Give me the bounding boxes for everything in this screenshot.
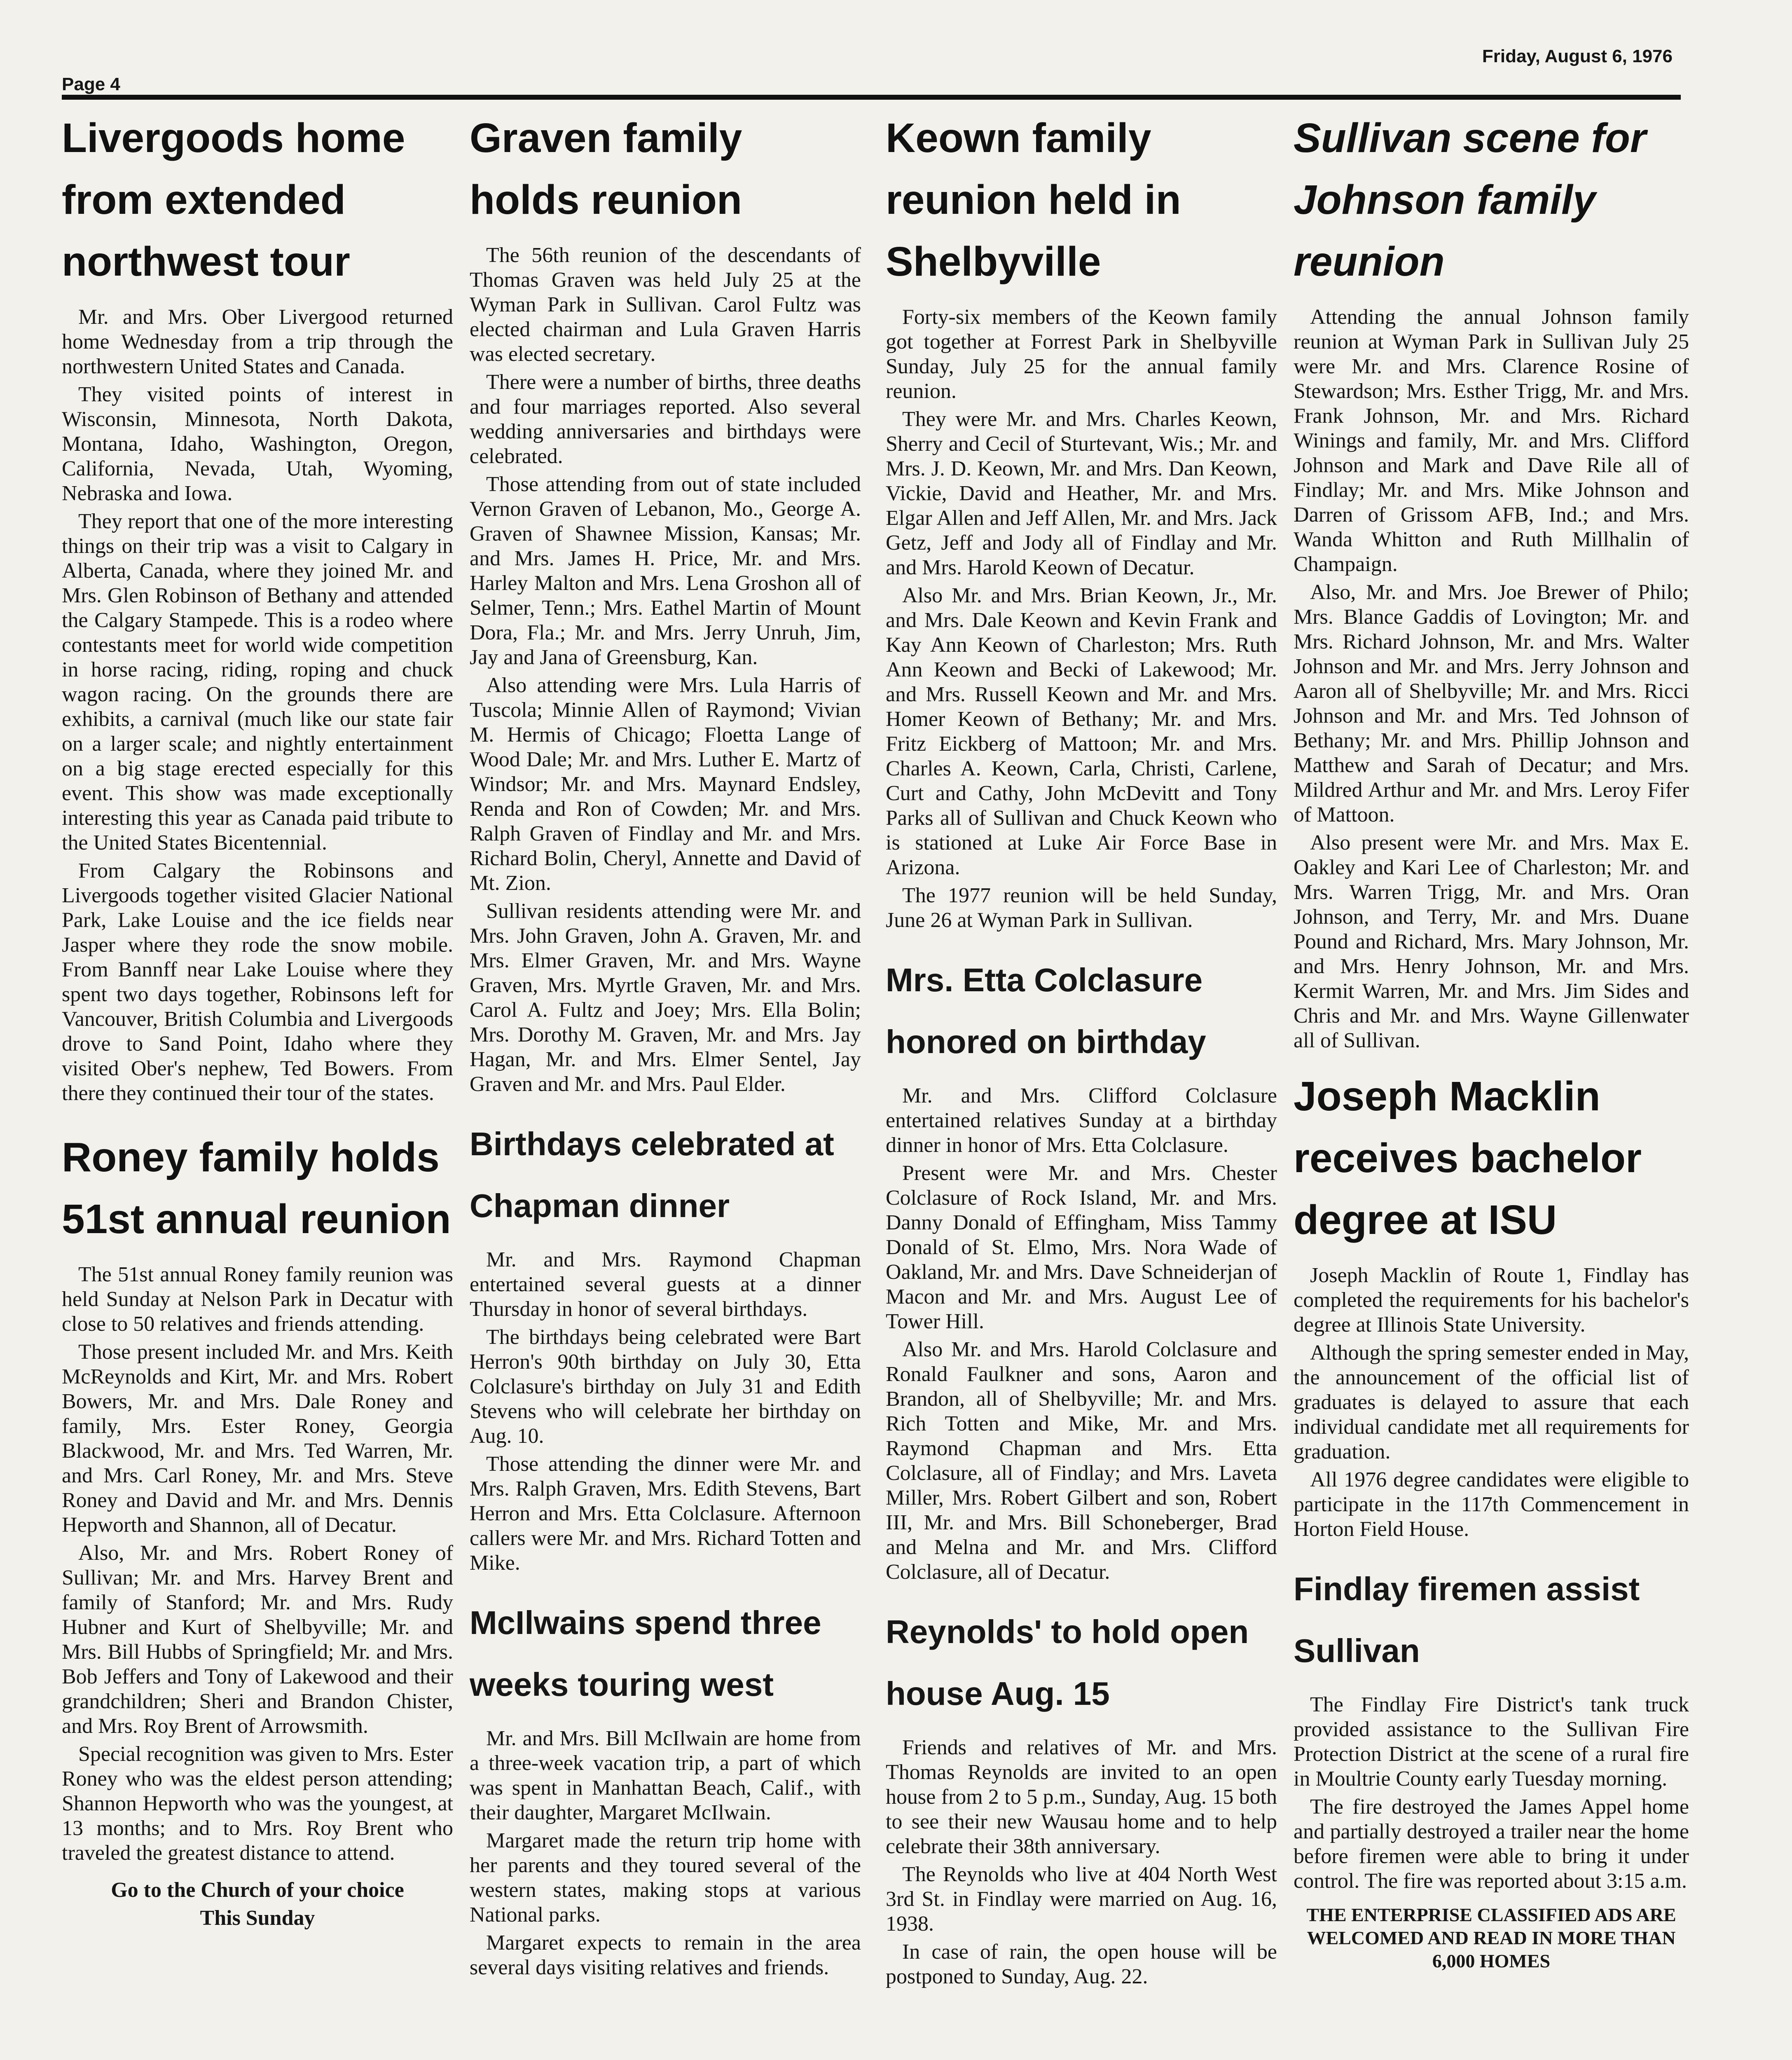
paragraph: The 56th reunion of the descendants of Thomas Graven was held July 25 at the Wyman Park in Sullivan. Carol Fultz was elected chairman and Lula Graven Harris was elected secretary. (470, 243, 861, 366)
paragraph: Also Mr. and Mrs. Brian Keown, Jr., Mr. and Mrs. Dale Keown and Kevin Frank and Kay Ann Keown of Charleston; Mrs. Ruth Ann Keown and Becki of Lakewood; Mr. and Mrs. Russell Keown and Mr. and Mrs. Homer Keown of Bethany; Mr. and Mrs. Fritz Eickberg of Mattoon; Mr. and Mrs. Charles A. Keown, Carla, Christi, Carlene, Curt and Cathy, John McDevitt and Tony Parks all of Sullivan and Chuck Keown who is stationed at Luke Air Force Base in Arizona. (886, 584, 1277, 879)
paragraph: Mr. and Mrs. Raymond Chapman entertained several guests at a dinner Thursday in honor of several birthdays. (470, 1248, 861, 1321)
paragraph: Also present were Mr. and Mrs. Max E. Oakley and Kari Lee of Charleston; Mr. and Mrs. Warren Trigg, Mr. and Mrs. Oran Johnson, and Terry, Mr. and Mrs. Duane Pound and Richard, Mrs. Mary Johnson, Mr. and Mrs. Henry Johnson, Mr. and Mrs. Kermit Warren, Mr. and Mrs. Jim Sides and Chris and Mr. and Mrs. Wayne Gillenwater all of Sullivan. (1294, 831, 1689, 1052)
paragraph: Those present included Mr. and Mrs. Keith McReynolds and Kirt, Mr. and Mrs. Robert Bowers, Mr. and Mrs. Dale Roney and family, Mrs. Ester Roney, Georgia Blackwood, Mr. and Mrs. Ted Warren, Mr. and Mrs. Carl Roney, Mr. and Mrs. Steve Roney and David and Mr. and Mrs. Dennis Hepworth and Shannon, all of Decatur. (62, 1340, 453, 1537)
paragraph: Those attending the dinner were Mr. and Mrs. Ralph Graven, Mrs. Edith Stevens, Bart Herron and Mrs. Etta Colclasure. Afternoon callers were Mr. and Mrs. Richard Totten and Mike. (470, 1452, 861, 1575)
paragraph: Present were Mr. and Mrs. Chester Colclasure of Rock Island, Mr. and Mrs. Danny Donald of Effingham, Miss Tammy Donald of St. Elmo, Mrs. Nora Wade of Oakland, Mr. and Mrs. Dave Schneiderjan of Macon and Mr. and Mrs. August Lee of Tower Hill. (886, 1161, 1277, 1333)
paragraph: Mr. and Mrs. Ober Livergood returned home Wednesday from a trip through the northwestern United States and Canada. (62, 305, 453, 378)
paragraph: Mr. and Mrs. Bill McIlwain are home from a three-week vacation trip, a part of which was spent in Manhattan Beach, Calif., with their daughter, Margaret McIlwain. (470, 1727, 861, 1824)
paragraph: Special recognition was given to Mrs. Ester Roney who was the eldest person attending; Shannon Hepworth who was the youngest, at 13 months; and to Mrs. Roy Brent who traveled the greatest distance to attend. (62, 1742, 453, 1865)
paragraph: Also Mr. and Mrs. Harold Colclasure and Ronald Faulkner and sons, Aaron and Brandon, all of Shelbyville; Mr. and Mrs. Rich Totten and Mike, Mr. and Mrs. Raymond Chapman and Mrs. Etta Colclasure, all of Findlay; and Mrs. Laveta Miller, Mrs. Robert Gilbert and son, Robert III, Mr. and Mrs. Bill Schoneberger, Brad and Melna and Mr. and Mrs. Clifford Colclasure, all of Decatur. (886, 1338, 1277, 1584)
paragraph: The 51st annual Roney family reunion was held Sunday at Nelson Park in Decatur with close to 50 relatives and friends attending. (62, 1263, 453, 1336)
headline-graven: Graven family holds reunion (470, 115, 742, 223)
paragraph: Joseph Macklin of Route 1, Findlay has completed the requirements for his bachelor's degree at Illinois State University. (1294, 1264, 1689, 1337)
paragraph: Margaret made the return trip home with her parents and they toured several of the western states, making stops at various National parks. (470, 1829, 861, 1927)
headline-reynolds: Reynolds' to hold open house Aug. 15 (886, 1613, 1249, 1712)
paragraph: The birthdays being celebrated were Bart Herron's 90th birthday on July 30, Etta Colclasure's birthday on July 31 and Edith Stevens who will celebrate her birthday on Aug. 10. (470, 1325, 861, 1448)
paragraph: The Reynolds who live at 404 North West 3rd St. in Findlay were married on Aug. 16, 1938. (886, 1863, 1277, 1936)
headline-roney: Roney family holds 51st annual reunion (62, 1134, 451, 1242)
paragraph: Those attending from out of state included Vernon Graven of Lebanon, Mo., George A. Graven of Shawnee Mission, Kansas; Mr. and Mrs. James H. Price, Mr. and Mrs. Harley Malton and Mrs. Lena Groshon all of Selmer, Tenn.; Mrs. Eathel Martin of Mount Dora, Fla.; Mr. and Mrs. Jerry Unruh, Jim, Jay and Jana of Greensburg, Kan. (470, 473, 861, 669)
headline-chapman: Birthdays celebrated at Chapman dinner (470, 1126, 834, 1224)
headline-keown: Keown family reunion held in Shelbyville (886, 115, 1181, 285)
column-1 (62, 107, 453, 1934)
church-notice-day: This Sunday (200, 1906, 315, 1930)
paragraph: In case of rain, the open house will be postponed to Sunday, Aug. 22. (886, 1940, 1277, 1988)
headline-macklin: Joseph Macklin receives bachelor degree at ISU (1294, 1073, 1642, 1243)
paragraph: Friends and relatives of Mr. and Mrs. Thomas Reynolds are invited to an open house from 2 to 5 p.m., Sunday, Aug. 15 both to see their new Wausau home and to help celebrate their 38th anniversary. (886, 1736, 1277, 1858)
column-4 (1294, 107, 1689, 1976)
headline-livergoods: Livergoods home from extended northwest tour (62, 115, 405, 285)
page-number: Page 4 (62, 74, 120, 94)
column-2 (470, 107, 861, 1983)
column-3 (886, 107, 1277, 1992)
paragraph: The 1977 reunion will be held Sunday, June 26 at Wyman Park in Sullivan. (886, 884, 1277, 932)
classified-notice: THE ENTERPRISE CLASSIFIED ADS ARE WELCOMED AND READ IN MORE THAN 6,000 HOMES (1306, 1904, 1676, 1971)
paragraph: There were a number of births, three deaths and four marriages reported. Also several wedding anniversaries and birthdays were celebrated. (470, 370, 861, 468)
header-rule (62, 95, 1681, 100)
paragraph: Also, Mr. and Mrs. Joe Brewer of Philo; Mrs. Blance Gaddis of Lovington; Mr. and Mrs. Richard Johnson, Mr. and Mrs. Walter Johnson and Mr. and Mrs. Jerry Johnson and Aaron all of Shelbyville; Mr. and Mrs. Ricci Johnson and Mr. and Mrs. Ted Johnson of Bethany; Mr. and Mrs. Phillip Johnson and Matthew and Sarah of Decatur; and Mrs. Mildred Arthur and Mr. and Mrs. Leroy Fifer of Mattoon. (1294, 581, 1689, 826)
paragraph: Mr. and Mrs. Clifford Colclasure entertained relatives Sunday at a birthday dinner in honor of Mrs. Etta Colclasure. (886, 1084, 1277, 1157)
page-date: Friday, August 6, 1976 (1482, 46, 1673, 66)
headline-mcilwains: McIlwains spend three weeks touring west (470, 1604, 821, 1703)
paragraph: Although the spring semester ended in May, the announcement of the official list of graduates is delayed to assure that each individual candidate met all requirements for graduation. (1294, 1341, 1689, 1463)
paragraph: Margaret expects to remain in the area several days visiting relatives and friends. (470, 1931, 861, 1979)
paragraph: Also, Mr. and Mrs. Robert Roney of Sullivan; Mr. and Mrs. Harvey Brent and family of Stanford; Mr. and Mrs. Rudy Hubner and Kurt of Shelbyville; Mr. and Mrs. Bill Hubbs of Springfield; Mr. and Mrs. Bob Jeffers and Tony of Lakewood and their grandchildren; Sheri and Brandon Chister, and Mrs. Roy Brent of Arrowsmith. (62, 1541, 453, 1738)
headline-johnson: Sullivan scene for Johnson family reunion (1294, 115, 1646, 285)
church-notice: Go to the Church of your choice (111, 1878, 404, 1902)
paragraph: From Calgary the Robinsons and Livergoods together visited Glacier National Park, Lake Louise and the ice fields near Jasper where they rode the snow mobile. From Bannff near Lake Louise where they spent two days together, Robinsons left for Vancouver, British Columbia and Livergoods drove to Sand Point, Idaho where they visited Ober's nephew, Ted Bowers. From there they continued their tour of the states. (62, 859, 453, 1105)
headline-colclasure: Mrs. Etta Colclasure honored on birthday (886, 962, 1206, 1060)
paragraph: The Findlay Fire District's tank truck provided assistance to the Sullivan Fire Protection District at the scene of a rural fire in Moultrie County early Tuesday morning. (1294, 1693, 1689, 1791)
headline-firemen: Findlay firemen assist Sullivan (1294, 1571, 1640, 1669)
paragraph: They visited points of interest in Wisconsin, Minnesota, North Dakota, Montana, Idaho, Washington, Oregon, California, Nevada, Utah, Wyoming, Nebraska and Iowa. (62, 383, 453, 505)
paragraph: Forty-six members of the Keown family got together at Forrest Park in Shelbyville Sunday, July 25 for the annual family reunion. (886, 305, 1277, 403)
paragraph: They were Mr. and Mrs. Charles Keown, Sherry and Cecil of Sturtevant, Wis.; Mr. and Mrs. J. D. Keown, Mr. and Mrs. Dan Keown, Vickie, David and Heather, Mr. and Mrs. Elgar Allen and Jeff Allen, Mr. and Mrs. Jack Getz, Jeff and Jody all of Findlay and Mr. and Mrs. Harold Keown of Decatur. (886, 407, 1277, 579)
paragraph: Also attending were Mrs. Lula Harris of Tuscola; Minnie Allen of Raymond; Vivian M. Hermis of Chicago; Floetta Lange of Wood Dale; Mr. and Mrs. Luther E. Martz of Windsor; Mr. and Mrs. Maynard Endsley, Renda and Ron of Cowden; Mr. and Mrs. Ralph Graven of Findlay and Mr. and Mrs. Richard Bolin, Cheryl, Annette and David of Mt. Zion. (470, 674, 861, 895)
paragraph: All 1976 degree candidates were eligible to participate in the 117th Commencement in Horton Field House. (1294, 1468, 1689, 1541)
paragraph: The fire destroyed the James Appel home and partially destroyed a trailer near the home before firemen were able to bring it under control. The fire was reported about 3:15 a.m. (1294, 1795, 1689, 1893)
paragraph: They report that one of the more interesting things on their trip was a visit to Calgary in Alberta, Canada, where they joined Mr. and Mrs. Glen Robinson of Bethany and attended the Calgary Stampede. This is a rodeo where contestants meet for world wide competition in horse racing, riding, roping and chuck wagon racing. On the grounds there are exhibits, a carnival (much like our state fair on a larger scale; and nightly entertainment on a big stage erected especially for this event. This show was made exceptionally interesting this year as Canada paid tribute to the United States Bicentennial. (62, 510, 453, 854)
paragraph: Sullivan residents attending were Mr. and Mrs. John Graven, John A. Graven, Mr. and Mrs. Elmer Graven, Mr. and Mrs. Wayne Graven, Mrs. Myrtle Graven, Mr. and Mrs. Carol A. Fultz and Joey; Mrs. Ella Bolin; Mrs. Dorothy M. Graven, Mr. and Mrs. Jay Hagan, Mr. and Mrs. Elmer Sentel, Jay Graven and Mr. and Mrs. Paul Elder. (470, 899, 861, 1096)
paragraph: Attending the annual Johnson family reunion at Wyman Park in Sullivan July 25 were Mr. and Mrs. Clarence Rosine of Stewardson; Mrs. Esther Trigg, Mr. and Mrs. Frank Johnson, Mr. and Mrs. Richard Winings and family, Mr. and Mrs. Clifford Johnson and Mark and Dave Rile all of Findlay; Mr. and Mrs. Mike Johnson and Darren of Grissom AFB, Ind.; and Mrs. Wanda Whitton and Ruth Millhalin of Champaign. (1294, 305, 1689, 576)
